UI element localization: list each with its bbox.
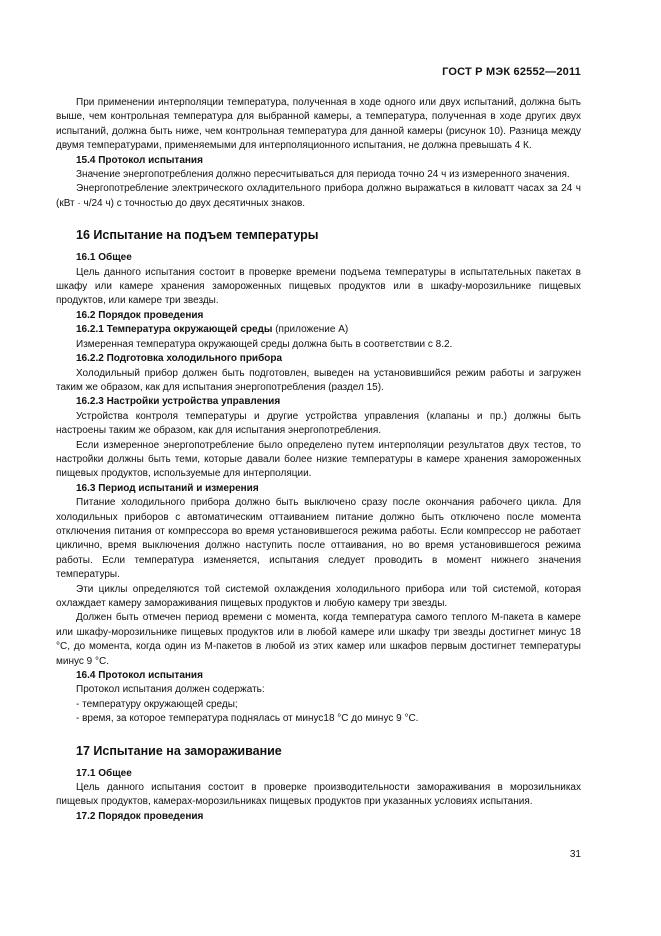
paragraph: Значение энергопотребления должно пересчитываться для периода точно 24 ч из измеренного значения. bbox=[76, 169, 570, 181]
subsection-16-2-3-heading: 16.2.3 Настройки устройства управления bbox=[76, 396, 281, 408]
subsection-17-1-heading: 17.1 Общее bbox=[76, 767, 132, 779]
paragraph: Должен быть отмечен период времени с момента, когда температура самого теплого М-пакета в камере или шкафу-морозильнике пищевых продуктов или в любой камере или шкафу три звезды достигнет минус 18 °С, до момента, когда один из М-пакетов в любой из этих камер или шкафов первым достигнет температуры минус 9 °С. bbox=[56, 612, 581, 667]
document-body bbox=[56, 96, 581, 824]
subsection-16-2-1-note: (приложение А) bbox=[272, 324, 349, 336]
subsection-17-2-heading: 17.2 Порядок проведения bbox=[76, 810, 204, 822]
paragraph: Эти циклы определяются той системой охлаждения холодильного прибора или той системой, которая охлаждает камеру замораживания пищевых продуктов и любую камеру три звезды. bbox=[56, 583, 581, 609]
standard-header: ГОСТ Р МЭК 62552—2011 bbox=[442, 66, 581, 78]
paragraph: Протокол испытания должен содержать: bbox=[76, 684, 265, 696]
subsection-16-2-1-heading bbox=[56, 323, 581, 337]
paragraph: Энергопотребление электрического охладительного прибора должно выражаться в киловатт часах за 24 ч (кВт · ч/24 ч) с точностью до двух десятичных знаков. bbox=[56, 183, 581, 209]
subsection-16-2-1-title: 16.2.1 Температура окружающей среды bbox=[76, 324, 273, 336]
paragraph: При применении интерполяции температура, полученная в ходе одного или двух испытаний, должна быть выше, чем контрольная температура для выбранной камеры, а температура, полученная в ходе других двух испытаний, должна быть ниже, чем контрольная температура для данной камеры (рисунок 10). Разница между двумя температурами, применяемыми для интерполяционного испытания, не должна превышать 4 К. bbox=[56, 97, 581, 152]
list-item: - время, за которое температура поднялась от минус18 °С до минус 9 °С. bbox=[76, 713, 419, 725]
paragraph: Если измеренное энергопотребление было определено путем интерполяции результатов двух тестов, то настройки должны быть теми, которые давали более низкие температуры в камере хранения замороженных пищевых продуктов, используемые для интерполяции. bbox=[56, 439, 581, 480]
paragraph: Цель данного испытания состоит в проверке времени подъема температуры в испытательных пакетах в шкафу или камере хранения замороженных пищевых продуктов или в шкафу-морозильнике пищевых продуктов, или камере три звезды. bbox=[56, 266, 581, 307]
paragraph: Устройства контроля температуры и другие устройства управления (клапаны и пр.) должны быть настроены таким же образом, как для испытания энергопотребления. bbox=[56, 410, 581, 437]
subsection-15-4-heading: 15.4 Протокол испытания bbox=[76, 154, 203, 166]
subsection-16-2-2-heading: 16.2.2 Подготовка холодильного прибора bbox=[76, 353, 283, 365]
paragraph: Питание холодильного прибора должно быть выключено сразу после окончания рабочего цикла. Для холодильных приборов с автоматическим оттаиванием питание должно быть отключено после момента отключения питания от компрессора во время установившегося режима работы. Если компрессор не работает циклично, время выключения должно наступить после оттаивания, но во время установившегося режима работы. Если температура изменяется, испытания следует проводить в момент нижнего значения температуры. bbox=[56, 497, 581, 581]
paragraph: Цель данного испытания состоит в проверке производительности замораживания в морозильниках пищевых продуктов, камерах-морозильниках пищевых продуктов при указанных условиях испытания. bbox=[56, 782, 581, 808]
paragraph: Измеренная температура окружающей среды должна быть в соответствии с 8.2. bbox=[76, 338, 453, 350]
page-number: 31 bbox=[569, 849, 581, 860]
section-17-heading: 17 Испытание на замораживание bbox=[76, 743, 282, 758]
paragraph: Холодильный прибор должен быть подготовлен, выведен на установившийся режим работы и загружен таким же образом, как для испытания энергопотребления (раздел 15). bbox=[56, 367, 581, 393]
subsection-16-1-heading: 16.1 Общее bbox=[76, 252, 132, 264]
list-item: - температуру окружающей среды; bbox=[76, 698, 238, 710]
subsection-16-3-heading: 16.3 Период испытаний и измерения bbox=[76, 482, 259, 494]
subsection-16-2-heading: 16.2 Порядок проведения bbox=[76, 309, 204, 321]
subsection-16-4-heading: 16.4 Протокол испытания bbox=[76, 670, 203, 682]
section-16-heading: 16 Испытание на подъем температуры bbox=[76, 228, 319, 243]
